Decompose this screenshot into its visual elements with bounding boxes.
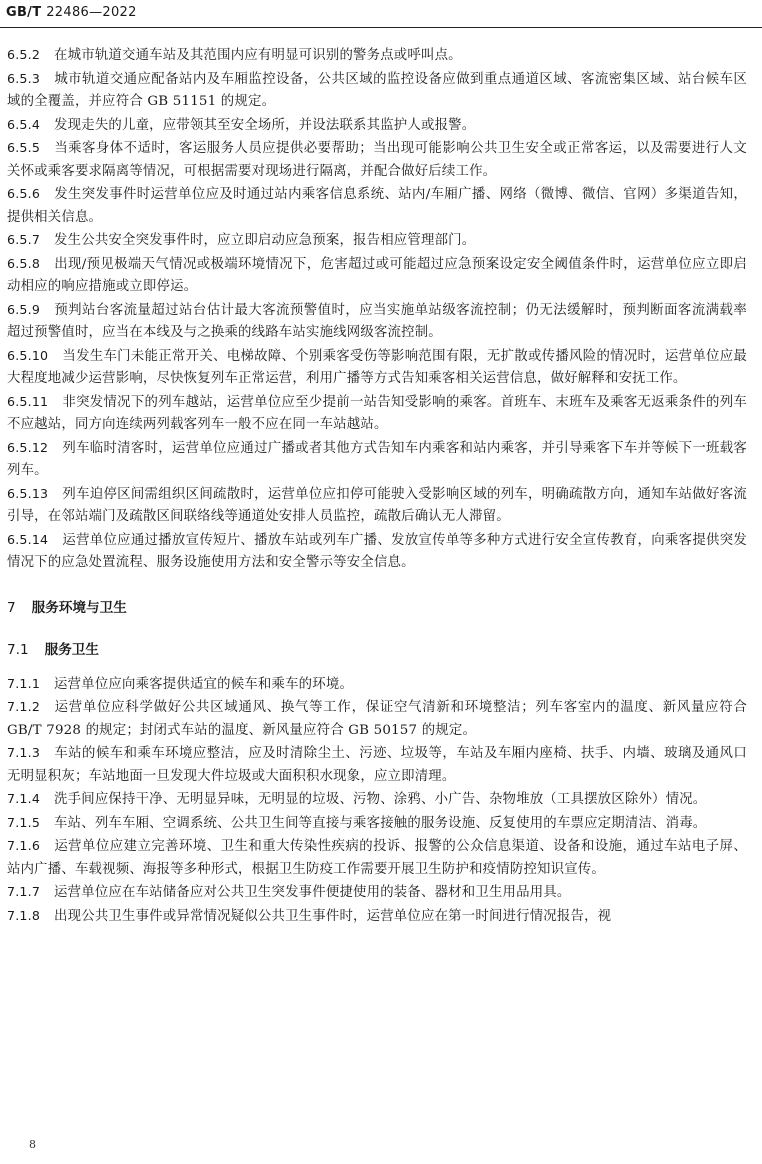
- clause: [7, 437, 747, 483]
- clause-text: 运营单位应向乘客提供适宜的候车和乘车的环境。: [54, 676, 354, 692]
- clause-number: 7.1.7: [7, 884, 41, 899]
- clause-number: 7.1.8: [7, 907, 41, 923]
- clause: [7, 114, 747, 138]
- clause-number: 6.5.5: [7, 140, 41, 155]
- clauses-7-1: [7, 673, 747, 929]
- clause-text: 非突发情况下的列车越站，运营单位应至少提前一站告知受影响的乘客。首班车、末班车及乘客无返乘条件的列车不应越站，同方向连续两列载客列车一般不应在同一车站越站。: [7, 394, 747, 432]
- section-title: 服务卫生: [44, 641, 99, 658]
- clause-text: 预判站台客流量超过站台估计最大客流预警值时，应当实施单站级客流控制；仍无法缓解时，预判断面客流满载率超过预警值时，应当在本线及与之换乘的线路车站实施线网级客流控制。: [7, 302, 747, 340]
- clauses-6-5: [7, 44, 747, 575]
- clause-number: 7.1.5: [7, 814, 41, 830]
- clause-text: 发生突发事件时运营单位应及时通过站内乘客信息系统、站内/车厢广播、网络（微博、微信、官网）多渠道告知，提供相关信息。: [7, 187, 747, 225]
- clause-number: 6.5.4: [7, 116, 41, 132]
- clause: [7, 229, 747, 253]
- clause-text: 运营单位应科学做好公共区域通风、换气等工作，保证空气清新和环境整洁；列车客室内的温度、新风量应符合 GB/T 7928 的规定；封闭式车站的温度、新风量应符合 GB 50157 的规定。: [7, 700, 747, 738]
- clause-text: 发生公共安全突发事件时，应立即启动应急预案，报告相应管理部门。: [54, 233, 476, 248]
- page-number: 8: [29, 1138, 36, 1151]
- clause-text: 车站的候车和乘车环境应整洁，应及时清除尘土、污迹、垃圾等，车站及车厢内座椅、扶手、内墙、玻璃及通风口无明显积灰；车站地面一旦发现大件垃圾或大面积积水现象，应立即清理。: [7, 746, 747, 784]
- clause-number: 6.5.8: [7, 255, 41, 271]
- clause-text: 在城市轨道交通车站及其范围内应有明显可识别的警务点或呼叫点。: [54, 48, 462, 63]
- clause-text: 列车迫停区间需组织区间疏散时，运营单位应扣停可能驶入受影响区域的列车，明确疏散方向，通知车站做好客流引导，在邻站端门及疏散区间联络线等通道处安排人员监控，疏散后确认无人滞留。: [7, 486, 747, 524]
- standard-header: [6, 5, 137, 20]
- clause: [7, 299, 747, 345]
- clause-text: 运营单位应在车站储备应对公共卫生突发事件便捷使用的装备、器材和卫生用品用具。: [54, 885, 571, 900]
- clause-number: 6.5.2: [7, 47, 41, 62]
- clause-number: 6.5.11: [7, 393, 49, 409]
- clause: [7, 253, 747, 299]
- chapter-heading: [7, 597, 747, 619]
- section-number: 7.1: [7, 641, 29, 658]
- clause-number: 6.5.10: [7, 347, 49, 363]
- clause: [7, 483, 747, 529]
- clause-text: 出现公共卫生事件或异常情况疑似公共卫生事件时，运营单位应在第一时间进行情况报告，视: [54, 908, 612, 924]
- clause-number: 6.5.3: [7, 70, 41, 86]
- clause-number: 6.5.12: [7, 439, 49, 455]
- clause: [7, 742, 747, 788]
- clause: [7, 68, 747, 114]
- clause: [7, 345, 747, 391]
- clause-text: 当乘客身体不适时，客运服务人员应提供必要帮助；当出现可能影响公共卫生安全或正常客运，以及需要进行人文关怀或乘客要求隔离等情况，可根据需要对现场进行隔离，并配合做好后续工作。: [7, 141, 747, 179]
- chapter-number: 7: [7, 599, 16, 616]
- header-divider: [0, 27, 762, 28]
- clause: [7, 391, 747, 437]
- clause-text: 发现走失的儿童，应带领其至安全场所，并设法联系其监护人或报警。: [54, 117, 476, 133]
- clause: [7, 905, 747, 929]
- clause: [7, 529, 747, 575]
- clause: [7, 696, 747, 742]
- clause-number: 7.1.2: [7, 699, 41, 714]
- clause-number: 6.5.14: [7, 531, 49, 547]
- clause-text: 洗手间应保持干净、无明显异味，无明显的垃圾、污物、涂鸦、小广告、杂物堆放（工具摆放区除外）情况。: [54, 792, 707, 807]
- clause-text: 运营单位应通过播放宣传短片、播放车站或列车广播、发放宣传单等多种方式进行安全宣传教育，向乘客提供突发情况下的应急处置流程、服务设施使用方法和安全警示等安全信息。: [7, 532, 747, 570]
- clause-text: 列车临时清客时，运营单位应通过广播或者其他方式告知车内乘客和站内乘客，并引导乘客下车并等候下一班载客列车。: [7, 440, 747, 478]
- chapter-title: 服务环境与卫生: [31, 599, 127, 616]
- clause: [7, 881, 747, 905]
- clause-number: 6.5.7: [7, 232, 41, 247]
- document-body: [7, 44, 747, 928]
- clause-text: 出现/预见极端天气情况或极端环境情况下，危害超过或可能超过应急预案设定安全阈值条件时，运营单位应立即启动相应的响应措施或立即停运。: [7, 256, 747, 294]
- clause: [7, 812, 747, 836]
- clause: [7, 137, 747, 183]
- clause-text: 车站、列车车厢、空调系统、公共卫生间等直接与乘客接触的服务设施、反复使用的车票应定期清洁、消毒。: [54, 815, 707, 831]
- clause-number: 7.1.6: [7, 838, 41, 853]
- clause-text: 运营单位应建立完善环境、卫生和重大传染性疾病的投诉、报警的公众信息渠道、设备和设施，通过车站电子屏、站内广播、车载视频、海报等多种形式，根据卫生防疫工作需要开展卫生防护和疫情防控知识宣传。: [7, 839, 747, 877]
- clause-number: 7.1.3: [7, 745, 41, 760]
- clause-number: 7.1.1: [7, 675, 41, 691]
- clause: [7, 673, 747, 697]
- clause-number: 7.1.4: [7, 791, 41, 806]
- clause: [7, 835, 747, 881]
- clause: [7, 44, 747, 68]
- clause: [7, 183, 747, 229]
- clause: [7, 788, 747, 812]
- clause-number: 6.5.13: [7, 485, 49, 501]
- clause-text: 当发生车门未能正常开关、电梯故障、个别乘客受伤等影响范围有限，无扩散或传播风险的情况时，运营单位应最大程度地减少运营影响，尽快恢复列车正常运营，利用广播等方式告知乘客相关运营信息，做好解释和安抚工作。: [7, 348, 747, 386]
- standard-code: GB/T: [6, 5, 42, 20]
- standard-number: 22486—2022: [46, 5, 137, 20]
- clause-text: 城市轨道交通应配备站内及车厢监控设备，公共区域的监控设备应做到重点通道区域、客流密集区域、站台候车区域的全覆盖，并应符合 GB 51151 的规定。: [7, 71, 747, 109]
- clause-number: 6.5.6: [7, 186, 41, 201]
- clause-number: 6.5.9: [7, 301, 41, 317]
- section-heading: [7, 639, 747, 661]
